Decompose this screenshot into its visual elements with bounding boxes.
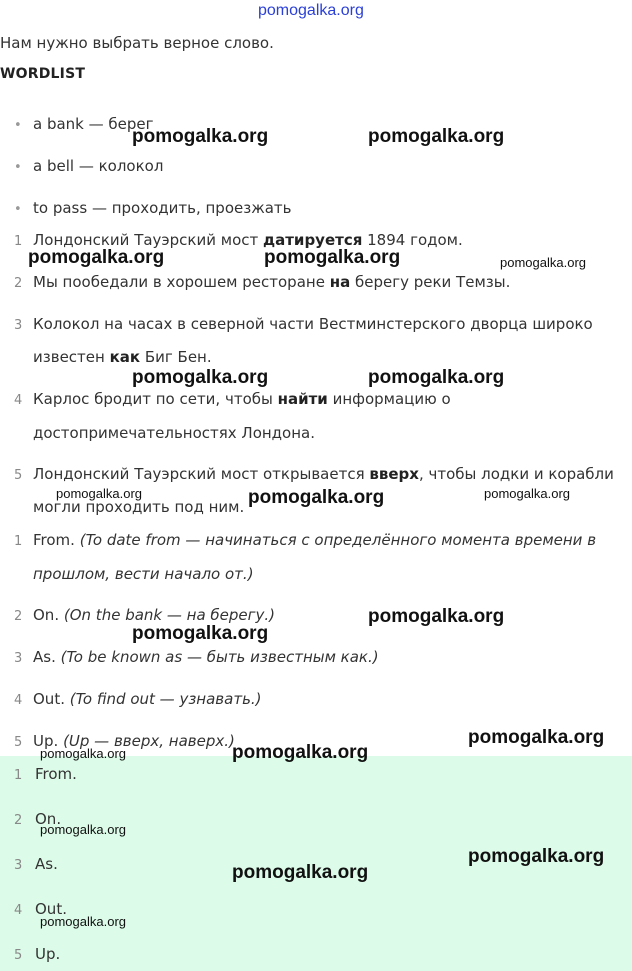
- sentence: Лондонский Тауэрский мост датируется 1894 годом.: [33, 231, 463, 249]
- watermark: pomogalka.org: [40, 914, 126, 929]
- answer: Out.: [35, 900, 67, 918]
- list-number: 3: [14, 651, 23, 666]
- watermark: pomogalka.org: [368, 367, 505, 388]
- watermark: pomogalka.org: [28, 247, 165, 268]
- list-number: 4: [14, 693, 23, 708]
- watermark: pomogalka.org: [264, 247, 401, 268]
- answer: Up.: [35, 945, 61, 963]
- watermark: pomogalka.org: [368, 606, 505, 627]
- sentence: Карлос бродит по сети, чтобы найти информацию о: [33, 390, 451, 408]
- wordlist-item: a bell — колокол: [33, 157, 164, 175]
- explanation: On. (On the bank — на берегу.): [33, 606, 276, 624]
- list-number: 4: [14, 393, 23, 408]
- sentence-continuation: известен как Биг Бен.: [33, 348, 212, 366]
- sentence: Мы пообедали в хорошем ресторане на берегу реки Темзы.: [33, 273, 511, 291]
- list-number: 1: [14, 534, 23, 549]
- explanation-continuation: прошлом, вести начало от.): [33, 565, 254, 583]
- watermark: pomogalka.org: [484, 486, 570, 501]
- sentence: Колокол на часах в северной части Вестминстерского дворца широко: [33, 315, 593, 333]
- answer: From.: [35, 765, 77, 783]
- site-link[interactable]: pomogalka.org: [258, 2, 364, 19]
- watermark: pomogalka.org: [40, 822, 126, 837]
- wordlist-item: to pass — проходить, проезжать: [33, 199, 292, 217]
- bullet-icon: •: [14, 118, 22, 133]
- list-number: 2: [14, 813, 23, 828]
- list-number: 2: [14, 276, 23, 291]
- watermark: pomogalka.org: [500, 255, 586, 270]
- list-number: 5: [14, 735, 23, 750]
- watermark: pomogalka.org: [248, 487, 385, 508]
- explanation: Up. (Up — вверх, наверх.): [33, 732, 235, 750]
- explanation: Out. (To find out — узнавать.): [33, 690, 262, 708]
- watermark: pomogalka.org: [40, 746, 126, 761]
- watermark: pomogalka.org: [132, 367, 269, 388]
- list-number: 3: [14, 858, 23, 873]
- watermark: pomogalka.org: [132, 623, 269, 644]
- list-number: 1: [14, 234, 23, 249]
- watermark: pomogalka.org: [232, 862, 369, 883]
- sentence-continuation: достопримечательностях Лондона.: [33, 424, 315, 442]
- answer: As.: [35, 855, 58, 873]
- sentence: Лондонский Тауэрский мост открывается вверх, чтобы лодки и корабли: [33, 465, 614, 483]
- watermark: pomogalka.org: [368, 126, 505, 147]
- explanation: As. (To be known as — быть известным как.): [33, 648, 379, 666]
- intro-text: Нам нужно выбрать верное слово.: [0, 34, 274, 52]
- sentence-continuation: могли проходить под ним.: [33, 498, 245, 516]
- answer: On.: [35, 810, 62, 828]
- wordlist-heading: WORDLIST: [0, 66, 86, 82]
- list-number: 1: [14, 768, 23, 783]
- list-number: 3: [14, 318, 23, 333]
- watermark: pomogalka.org: [132, 126, 269, 147]
- bullet-icon: •: [14, 160, 22, 175]
- list-number: 2: [14, 609, 23, 624]
- list-number: 4: [14, 903, 23, 918]
- list-number: 5: [14, 468, 23, 483]
- explanation: From. (To date from — начинаться с определённого момента времени в: [33, 531, 597, 549]
- list-number: 5: [14, 948, 23, 963]
- watermark: pomogalka.org: [468, 727, 605, 748]
- watermark: pomogalka.org: [56, 486, 142, 501]
- wordlist-item: a bank — берег: [33, 115, 154, 133]
- bullet-icon: •: [14, 202, 22, 217]
- watermark: pomogalka.org: [468, 846, 605, 867]
- watermark: pomogalka.org: [232, 742, 369, 763]
